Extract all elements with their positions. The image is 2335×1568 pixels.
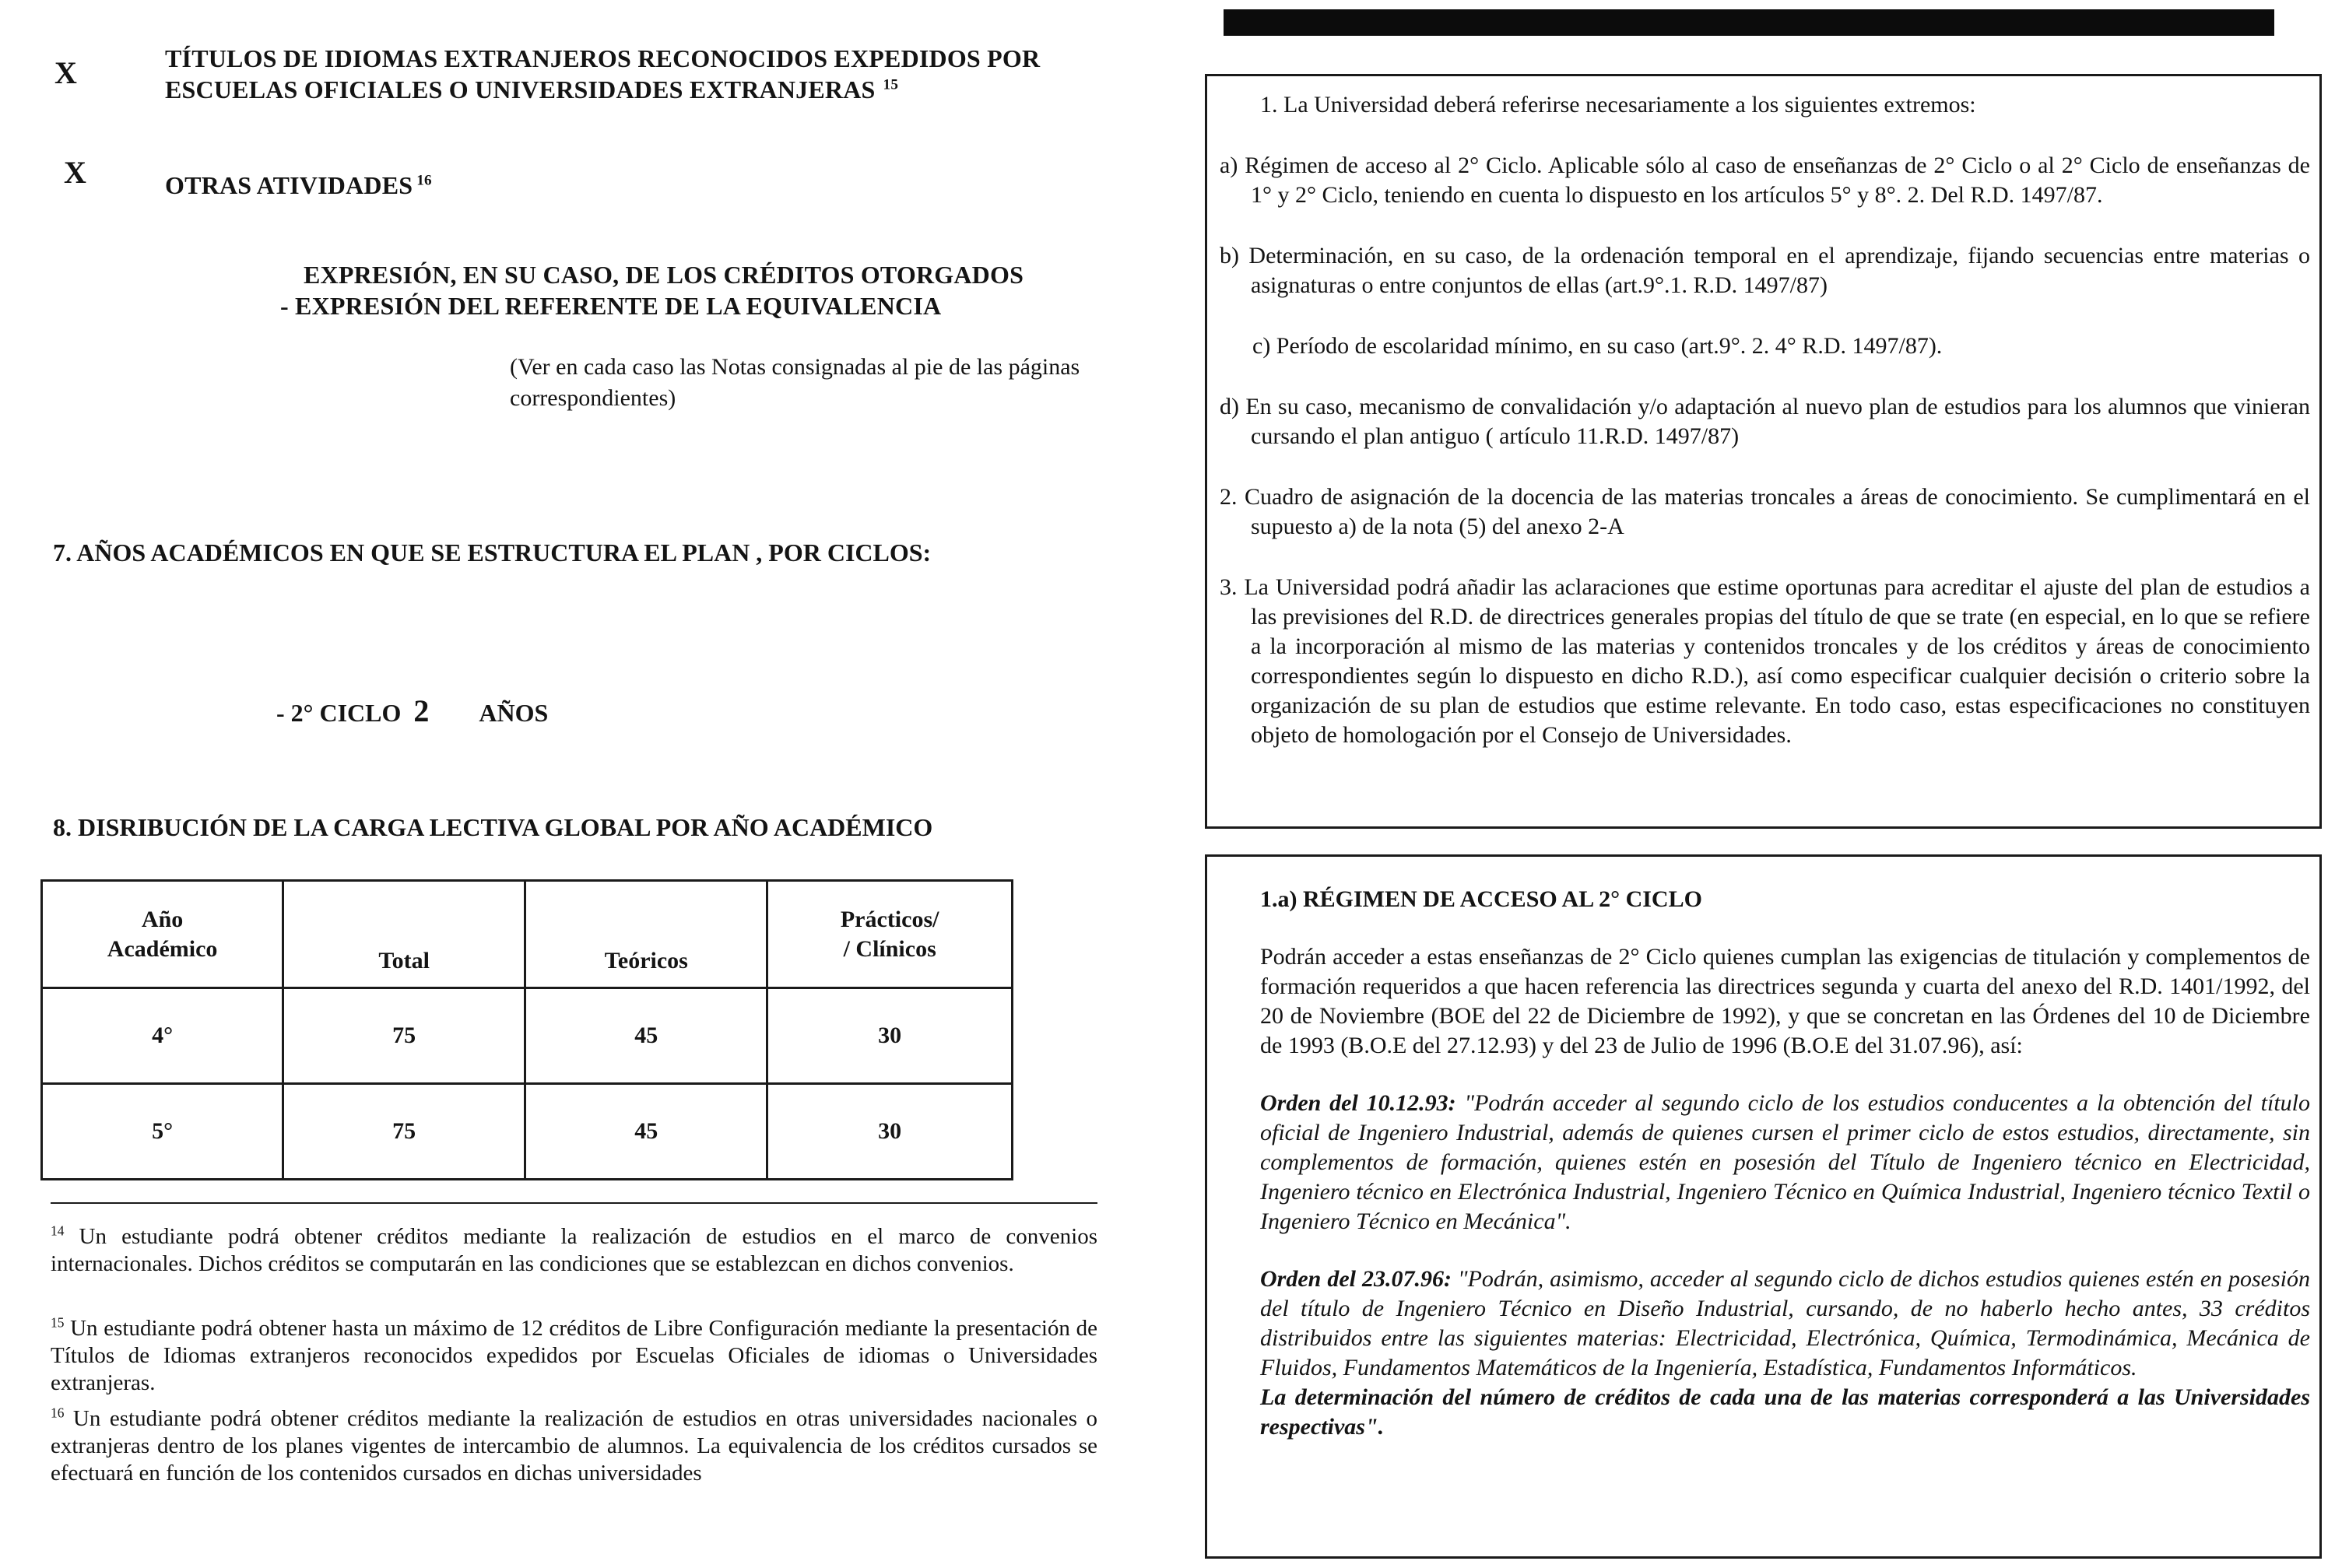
item-text: OTRAS ATIVIDADES — [165, 171, 413, 199]
order-1993-label: Orden del 10.12.93: — [1260, 1090, 1456, 1116]
footnote-ref: 16 — [416, 172, 432, 189]
cycle-years-value: 2 — [413, 693, 430, 728]
footnote-15 — [51, 1315, 1097, 1397]
checkbox-mark-other-activities: X — [64, 155, 86, 190]
order-1993-text: "Podrán acceder al segundo ciclo de los estudios conducentes a la obtención del título oficial de Ingeniero Industrial, además de quienes cursen el primer ciclo de estos estudios, directamente, sin complementos de formación, quienes estén en posesión del Título de Ingeniero técnico en Electricidad, Ingeniero técnico en Electrónica Industrial, Ingeniero Técnico en Química Industrial, Ingeniero técnico Textil o Ingeniero Técnico en Mecánica". — [1260, 1090, 2311, 1234]
cycle-years-line — [276, 693, 548, 729]
table-row — [42, 1084, 1013, 1180]
order-1996-bold: La determinación del número de créditos de cada una de las materias corresponderá a las Universidades respectivas". — [1260, 1384, 2310, 1440]
instructions-box — [1205, 74, 2322, 829]
item-text: TÍTULOS DE IDIOMAS EXTRANJEROS RECONOCIDOS EXPEDIDOS POR ESCUELAS OFICIALES O UNIVERSIDADES EXTRANJERAS — [165, 44, 1041, 103]
years-label: AÑOS — [479, 699, 549, 727]
expression-line-1: EXPRESIÓN, EN SU CASO, DE LOS CRÉDITOS OTORGADOS — [304, 261, 1024, 289]
header-theory: Teóricos — [525, 881, 767, 988]
footnote-number: 14 — [51, 1222, 65, 1239]
expression-line-2: - EXPRESIÓN DEL REFERENTE DE LA EQUIVALENCIA — [280, 292, 942, 320]
notes-hint: (Ver en cada caso las Notas consignadas al pie de las páginas correspondientes) — [510, 354, 1080, 411]
cycle-label: - 2° CICLO — [276, 699, 402, 727]
header-academic-year — [42, 881, 283, 988]
footnote-text: Un estudiante podrá obtener créditos mediante la realización de estudios en el marco de convenios internacionales. Dichos créditos se computarán en las condiciones que se establezcan en dichos convenios. — [51, 1224, 1097, 1276]
footnote-text: Un estudiante podrá obtener hasta un máximo de 12 créditos de Libre Configuración mediante la presentación de Títulos de Idiomas extranjeros reconocidos expedidos por Escuelas Oficiales de idiomas o Universidades extranjeras. — [51, 1316, 1097, 1395]
cell-practice: 30 — [767, 1084, 1013, 1180]
teaching-load-table — [40, 879, 1013, 1180]
header-black-bar — [1224, 9, 2274, 36]
instruction-b: b) Determinación, en su caso, de la ordenación temporal en el aprendizaje, fijando secuencias entre materias o asignaturas o entre conjuntos de ellas (art.9°.1. R.D. 1497/87) — [1220, 243, 2310, 298]
access-regime-intro: Podrán acceder a estas enseñanzas de 2° Ciclo quienes cumplan las exigencias de titulación y complementos de formación requeridos a que hacen referencia las directrices segunda y cuarta del anexo del R.D. 1401/1992, del 20 de Noviembre (BOE del 22 de Diciembre de 1992), y que se concretan en las Órdenes del 10 de Diciembre de 1993 (B.O.E del 27.12.93) y del 23 de Julio de 1996 (B.O.E del 31.07.96), así: — [1260, 944, 2310, 1058]
header-practice — [767, 881, 1013, 988]
cell-year: 4° — [42, 988, 283, 1084]
footnote-text: Un estudiante podrá obtener créditos mediante la realización de estudios en otras universidades nacionales o extranjeras dentro de los planes vigentes de intercambio de alumnos. La equivalencia de los créditos cursados se efectuará en función de los contenidos cursados en dichas universidades — [51, 1406, 1097, 1486]
cell-total: 75 — [283, 1084, 525, 1180]
footnote-14 — [51, 1223, 1097, 1278]
order-1993 — [1260, 1089, 2310, 1237]
order-1996-text: "Podrán, asimismo, acceder al segundo ciclo de dichos estudios quienes estén en posesión del título de Ingeniero Técnico en Diseño Industrial, cursando, de no haberlo hecho antes, 33 créditos distribuidos entre las siguientes materias: Electricidad, Electrónica, Química, Termodinámica, Mecánica de Fluidos, Fundamentos Matemáticos de la Ingeniería, Estadística, Fundamentos Informáticos. — [1260, 1266, 2310, 1380]
order-1996 — [1260, 1265, 2310, 1383]
section-8-title: 8. DISRIBUCIÓN DE LA CARGA LECTIVA GLOBAL POR AÑO ACADÉMICO — [53, 813, 933, 841]
footnote-ref: 15 — [883, 76, 899, 93]
cell-year: 5° — [42, 1084, 283, 1180]
footnote-number: 16 — [51, 1405, 65, 1421]
instruction-c: c) Período de escolaridad mínimo, en su caso (art.9°. 2. 4° R.D. 1497/87). — [1252, 333, 1943, 359]
table-row — [42, 988, 1013, 1084]
footnote-number: 15 — [51, 1314, 65, 1331]
expression-heading — [280, 259, 1024, 321]
section-7-title: 7. AÑOS ACADÉMICOS EN QUE SE ESTRUCTURA EL PLAN , POR CICLOS: — [53, 538, 932, 567]
footnote-separator — [51, 1202, 1097, 1204]
cell-theory: 45 — [525, 988, 767, 1084]
cell-theory: 45 — [525, 1084, 767, 1180]
access-regime-title: 1.a) RÉGIMEN DE ACCESO AL 2° CICLO — [1260, 886, 1702, 912]
instruction-1: 1. La Universidad deberá referirse necesariamente a los siguientes extremos: — [1260, 92, 1976, 118]
instruction-d: d) En su caso, mecanismo de convalidación y/o adaptación al nuevo plan de estudios para los alumnos que vinieran cursando el plan antiguo ( artículo 11.R.D. 1497/87) — [1220, 394, 2310, 449]
header-year-line2: Académico — [107, 935, 218, 962]
footnote-16 — [51, 1405, 1097, 1487]
cell-total: 75 — [283, 988, 525, 1084]
item-foreign-language-titles — [165, 43, 1122, 105]
header-year-line1: Año — [141, 906, 184, 932]
instruction-3: 3. La Universidad podrá añadir las aclaraciones que estime oportunas para acreditar el ajuste del plan de estudios a las previsiones del R.D. de directrices generales propias del título de que se trate (en especial, en lo que se refiere a la incorporación al mismo de las materias y contenidos troncales y de los créditos y áreas de conocimiento correspondientes según lo dispuesto en dicho R.D.), así como especificar cualquier decisión o criterio sobre la organización de su plan de estudios que estime relevante. En todo caso, estas especificaciones no constituyen objeto de homologación por el Consejo de Universidades. — [1220, 574, 2310, 748]
instruction-a: a) Régimen de acceso al 2° Ciclo. Aplicable sólo al caso de enseñanzas de 2° Ciclo o al 2° Ciclo de enseñanzas de 1° y 2° Ciclo, teniendo en cuenta lo dispuesto en los artículos 5° y 8°. 2. Del R.D. 1497/87. — [1220, 153, 2310, 208]
access-regime-box — [1205, 854, 2322, 1559]
item-other-activities — [165, 170, 432, 201]
header-total: Total — [283, 881, 525, 988]
order-1996-label: Orden del 23.07.96: — [1260, 1266, 1452, 1292]
table-header-row — [42, 881, 1013, 988]
header-practice-line1: Prácticos/ — [840, 906, 939, 932]
header-practice-line2: / Clínicos — [843, 935, 936, 962]
cell-practice: 30 — [767, 988, 1013, 1084]
instruction-2: 2. Cuadro de asignación de la docencia de las materias troncales a áreas de conocimiento. Se cumplimentará en el supuesto a) de la nota (5) del anexo 2-A — [1220, 484, 2310, 539]
checkbox-mark-languages: X — [54, 55, 77, 90]
